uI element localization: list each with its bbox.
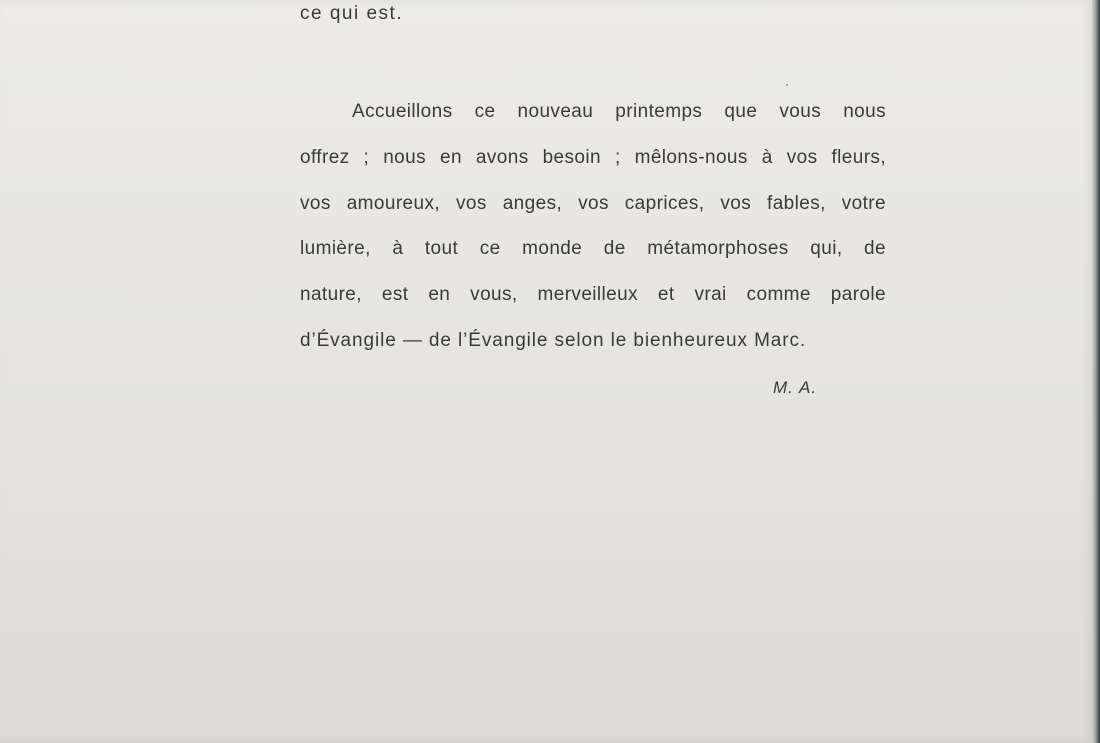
paper-speck [786, 84, 788, 86]
author-signature: M. A. [773, 378, 818, 397]
paragraph-line: d’Évangile — de l’Évangile selon le bienheureux Marc. [300, 329, 807, 351]
paragraph-line: vos amoureux, vos anges, vos caprices, vos fables, votre [300, 192, 886, 214]
body-paragraph [300, 95, 886, 370]
paragraph-line: offrez ; nous en avons besoin ; mêlons-nous à vos fleurs, [300, 146, 886, 168]
paragraph-line: Accueillons ce nouveau printemps que vous nous [352, 101, 886, 122]
book-cover-edge [1092, 0, 1100, 743]
paragraph-line: nature, est en vous, merveilleux et vrai comme parole [300, 284, 886, 306]
previous-paragraph-ending: ce qui est. [300, 3, 404, 24]
paragraph-line: lumière, à tout ce monde de métamorphoses qui, de [300, 238, 886, 260]
